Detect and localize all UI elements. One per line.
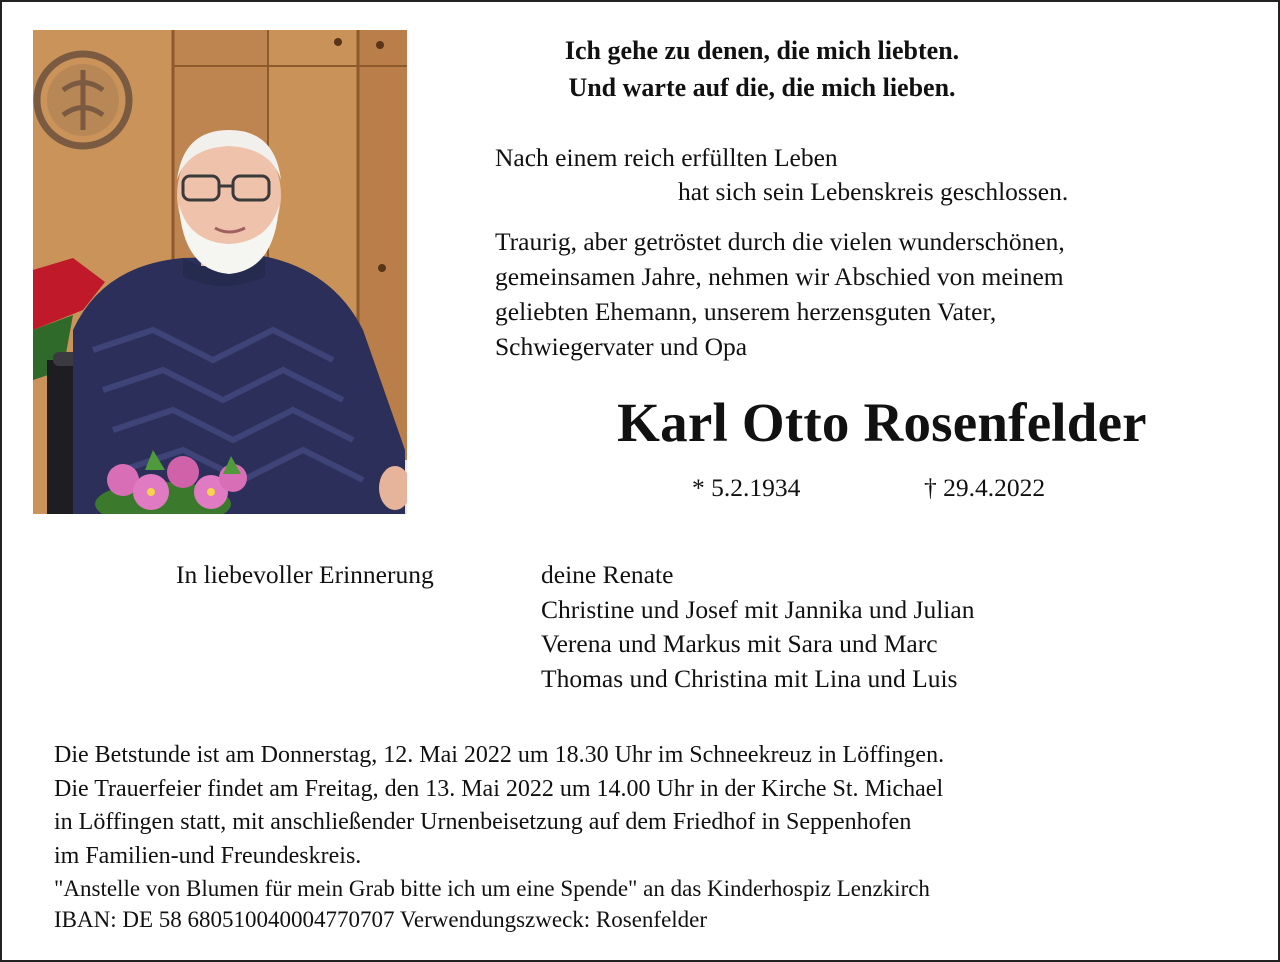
family-member: Christine und Josef mit Jannika und Julian [541,594,975,624]
iban-line: IBAN: DE 58 680510040004770707 Verwendungszweck: Rosenfelder [54,907,708,932]
info-line: Die Trauerfeier findet am Freitag, den 13. Mai 2022 um 14.00 Uhr in der Kirche St. Michael [54,775,944,802]
birth-date: * 5.2.1934 [692,473,801,502]
paragraph-line: gemeinsamen Jahre, nehmen wir Abschied von meinem [495,262,1064,291]
intro-line-1: Nach einem reich erfüllten Leben [495,143,838,172]
deceased-name: Karl Otto Rosenfelder [617,392,1147,453]
farewell-paragraph [495,224,1065,364]
info-line: Die Betstunde ist am Donnerstag, 12. Mai 2022 um 18.30 Uhr im Schneekreuz in Löffingen. [54,742,945,768]
paragraph-line: Traurig, aber getröstet durch die vielen wunderschönen, [495,227,1065,256]
paragraph-line: Schwiegervater und Opa [495,332,748,361]
donation-line: "Anstelle von Blumen für mein Grab bitte ich um eine Spende" an das Kinderhospiz Lenzkirch [54,876,930,901]
motto-verse [492,32,1032,106]
intro-line-2: hat sich sein Lebenskreis geschlossen. [678,177,1069,206]
family-member: Thomas und Christina mit Lina und Luis [541,663,958,693]
paragraph-line: geliebten Ehemann, unserem herzensguten Vater, [495,297,997,326]
portrait-photo [33,30,407,514]
family-list [541,558,974,696]
portrait-illustration [33,30,407,514]
motto-line-2: Und warte auf die, die mich lieben. [568,73,956,102]
info-line: in Löffingen statt, mit anschließender Urnenbeisetzung auf dem Friedhof in Seppenhofen [54,809,912,835]
memory-label: In liebevoller Erinnerung [176,560,434,589]
death-date: † 29.4.2022 [924,473,1046,502]
family-member: deine Renate [541,560,674,589]
service-info [54,739,944,935]
motto-line-1: Ich gehe zu denen, die mich liebten. [564,36,960,65]
info-line: im Familien-und Freundeskreis. [54,842,362,869]
family-member: Verena und Markus mit Sara und Marc [541,629,938,658]
